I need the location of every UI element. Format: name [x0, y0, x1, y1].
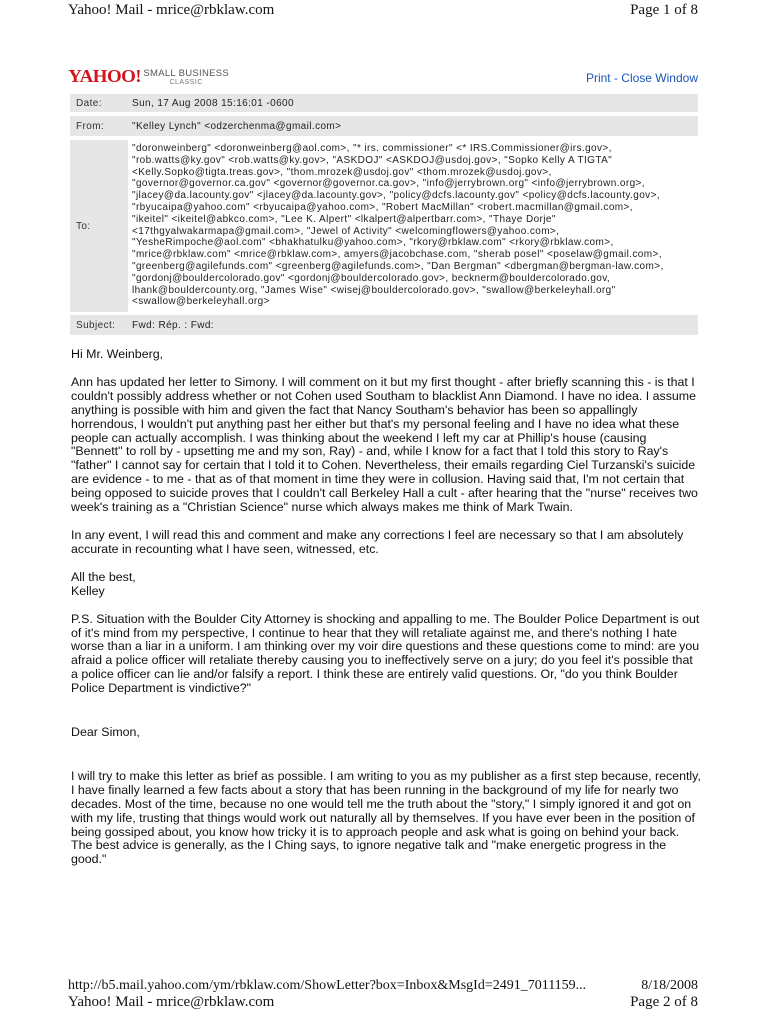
greeting-simon: Dear Simon, [71, 725, 140, 740]
next-page-number: Page 2 of 8 [630, 994, 698, 1010]
recipient-line: "jlacey@da.lacounty.gov" <jlacey@da.lacounty.gov>, "policy@dcfs.lacounty.gov" <policy@dcfs.lacounty.gov>, [132, 190, 660, 202]
recipient-line: "greenberg@agilefunds.com" <greenberg@agilefunds.com>, "Dan Bergman" <dbergman@bergman-law.com>, [132, 260, 664, 272]
recipient-line: <17thgyalwakarmapa@gmail.com>, "Jewel of Activity" <welcomingflowers@yahoo.com>, [132, 225, 560, 237]
date-value: Sun, 17 Aug 2008 15:16:01 -0600 [132, 97, 294, 109]
to-row [70, 139, 698, 312]
recipient-line: "YesheRimpoche@aol.com" <bhakhatulku@yahoo.com>, "rkory@rbklaw.com" <rkory@rbklaw.com>, [132, 237, 614, 249]
to-label: To: [70, 140, 128, 312]
close-window-link[interactable]: Close Window [621, 71, 698, 85]
message-header [70, 93, 698, 335]
message-body [71, 348, 701, 867]
greeting: Hi Mr. Weinberg, [71, 347, 164, 361]
recipient-line: "doronweinberg" <doronweinberg@aol.com>, "* irs. commissioner" <* IRS.Commissioner@irs.gov>, [132, 143, 612, 154]
postscript: P.S. Situation with the Boulder City Attorney is shocking and appalling to me. The Boulder Police Department is out of it's mind from my perspective, I continue to hear that they will retaliate against me, and there's nothing I hate worse than a liar in a uniform. I am thinking over my voir dire questions and these questions come to mind: are you afraid a police officer will retaliate thereby causing you to ineffectively serve on a jury; do you feel it's possible that a police officer can lie and/or falsify a report. I think these are entirely valid questions. Or, "do you think Boulder Police Department is vindictive?" [71, 611, 700, 696]
recipient-line: "rbyucaipa@yahoo.com" <rbyucaipa@yahoo.com>, "Robert MacMillan" <robert.macmillan@gmail.com>, [132, 201, 633, 213]
from-label: From: [76, 120, 105, 132]
footer-date: 8/18/2008 [641, 978, 698, 993]
logo-small-business: SMALL BUSINESS [143, 68, 230, 79]
recipient-line: "rob.watts@ky.gov" <rob.watts@ky.gov>, "ASKDOJ" <ASKDOJ@usdoj.gov>, "Sopko Kelly A TIGTA" [132, 154, 613, 166]
footer-url: http://b5.mail.yahoo.com/ym/rbklaw.com/ShowLetter?box=Inbox&MsgId=2491_7011159... [68, 978, 587, 993]
recipient-line: <swallow@berkeleyhall.org> [132, 296, 270, 308]
subject-value: Fwd: Rép. : Fwd: [132, 319, 214, 331]
date-row [70, 93, 698, 112]
recipient-line: "mrice@rbklaw.com" <mrice@rbklaw.com>, amyers@jacobchase.com, "sherab posel" <poselaw@gmail.com>, [132, 249, 662, 261]
logo-main: YAHOO! [68, 66, 142, 86]
recipient-line: "gordonj@bouldercolorado.gov" <gordonj@bouldercolorado.gov>, becknerm@bouldercolorado.gov, [132, 272, 611, 284]
recipient-line: <Kelly.Sopko@tigta.treas.gov>, "thom.mrozek@usdoj.gov" <thom.mrozek@usdoj.gov>, [132, 166, 552, 178]
subject-row [70, 314, 698, 335]
print-link[interactable]: Print [585, 71, 611, 85]
yahoo-logo [70, 66, 229, 90]
next-page-header: Yahoo! Mail - mrice@rbklaw.com [68, 994, 275, 1010]
recipient-line: "ikeitel" <ikeitel@abkco.com>, "Lee K. Alpert" <lkalpert@alpertbarr.com>, "Thaye Dorje" [132, 213, 556, 225]
body-paragraph: Ann has updated her letter to Simony. I will comment on it but my first thought - after briefly scanning this - is that I couldn't possibly address whether or not Cohen used Southam to blacklist Ann Diamond. I have no idea. I assume anything is possible with him and given the fact that Nancy Southam's behavior has been so appallingly horrendous, I wouldn't put anything past her either but that's my personal feeling and I have no idea what these people can actually accomplish. I was thinking about the weekend I left my car at Phillip's house (causing "Bennett" to roll by - upsetting me and my son, Ray) - and, while I know for a fact that I told this story to Ray's "father" I cannot say for certain that I told it to Cohen. Nevertheless, their emails regarding Ciel Turzanski's suicide are evidence - to me - that as of that moment in time they were in collusion. Having said that, I'm not certain that being opposed to suicide proves that I couldn't call Berkeley Hall a cult - after hearing that the "nurse" receives two week's training as a "Christian Science" nurse which always makes me think of Mark Twain. [71, 374, 698, 515]
page-header-title: Yahoo! Mail - mrice@rbklaw.com [68, 2, 275, 18]
subject-label: Subject: [76, 319, 116, 331]
date-label: Date: [76, 97, 102, 109]
recipient-line: "governor@governor.ca.gov" <governor@governor.ca.gov>, "info@jerrybrown.org" <info@jerrybrown.org>, [132, 178, 645, 190]
signoff: All the best, [71, 569, 136, 584]
signature: Kelley [71, 583, 105, 598]
to-recipients [128, 140, 698, 312]
from-value: "Kelley Lynch" <odzerchenma@gmail.com> [132, 120, 342, 132]
body-paragraph: In any event, I will read this and comment and make any corrections I feel are necessary so that I am absolutely accurate in recounting what I have seen, witnessed, etc. [71, 527, 684, 556]
action-separator: - [610, 71, 622, 85]
letter-paragraph: I will try to make this letter as brief as possible. I am writing to you as my publisher as a first step because, recently, I have finally learned a few facts about a story that has been running in the background of my life for nearly two decades. Most of the time, because no one would tell me the truth about the "story," I simply ignored it and got on with my life, trusting that things would work out naturally all by themselves. If you have ever been in the position of being gossiped about, you know how tricky it is to approach people and ask what is going on behind your back. The best advice is generally, as the I Ching says, to ignore negative talk and "make energetic progress in the good." [71, 768, 701, 867]
logo-classic: CLASSIC [169, 79, 203, 86]
page-number: Page 1 of 8 [630, 2, 698, 18]
recipient-line: lhank@bouldercounty.org, "James Wise" <wisej@bouldercolorado.gov>, "swallow@berkeleyhall.org" [132, 284, 616, 296]
from-row [70, 115, 698, 136]
print-actions [586, 71, 698, 85]
